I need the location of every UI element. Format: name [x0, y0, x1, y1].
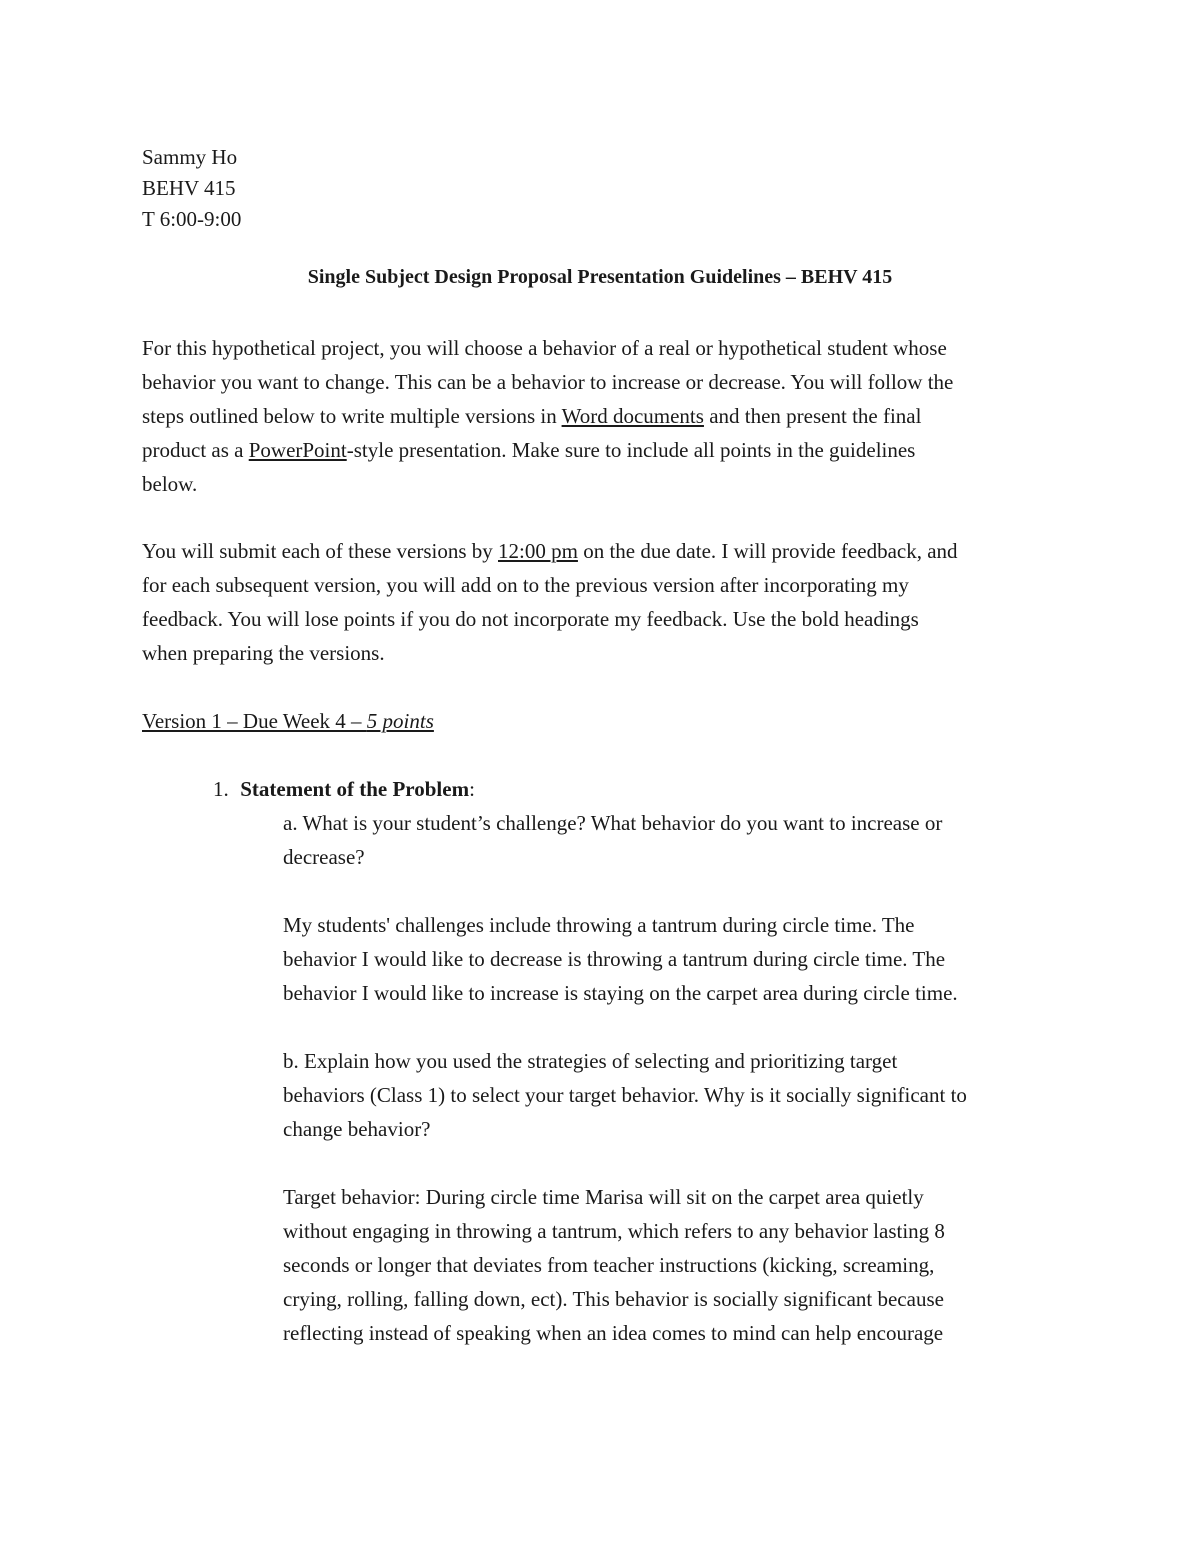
submission-paragraph	[142, 534, 1062, 670]
answer-line: crying, rolling, falling down, ect). This behavior is socially significant because	[283, 1287, 944, 1311]
submission-line: feedback. You will lose points if you do not incorporate my feedback. Use the bold headings	[142, 607, 919, 631]
intro-line	[142, 433, 1062, 467]
answer-line: My students' challenges include throwing a tantrum during circle time. The	[283, 913, 915, 937]
question-b	[283, 1044, 1063, 1146]
submission-text: on the due date. I will provide feedback, and	[577, 539, 958, 563]
intro-line: below.	[142, 472, 198, 496]
question-a	[283, 806, 1063, 874]
student-name: Sammy Ho	[142, 145, 238, 169]
word-documents-link[interactable]: Word documents	[561, 404, 704, 428]
question-line: b. Explain how you used the strategies of selecting and prioritizing target	[283, 1049, 898, 1073]
heading-colon: :	[469, 777, 475, 801]
answer-line: behavior I would like to decrease is throwing a tantrum during circle time. The	[283, 947, 946, 971]
intro-line: behavior you want to change. This can be a behavior to increase or decrease. You will follow the	[142, 370, 954, 394]
question-line: behaviors (Class 1) to select your target behavior. Why is it socially significant to	[283, 1083, 967, 1107]
intro-text: -style presentation. Make sure to include all points in the guidelines	[346, 438, 916, 462]
version-label: Version 1 – Due Week 4 –	[142, 709, 367, 733]
intro-line: For this hypothetical project, you will choose a behavior of a real or hypothetical student whose	[142, 336, 947, 360]
intro-line	[142, 399, 1062, 433]
intro-text: product as a	[142, 438, 249, 462]
submission-text: You will submit each of these versions by	[142, 539, 499, 563]
answer-a	[283, 908, 1063, 1010]
student-header	[142, 142, 241, 235]
powerpoint-link[interactable]: PowerPoint	[248, 438, 347, 462]
submission-line	[142, 534, 1062, 568]
intro-text: and then present the final	[703, 404, 922, 428]
answer-line: reflecting instead of speaking when an idea comes to mind can help encourage	[283, 1321, 944, 1345]
document-title: Single Subject Design Proposal Presentation Guidelines – BEHV 415	[307, 266, 893, 288]
section-heading: Statement of the Problem	[240, 777, 470, 801]
submission-line: when preparing the versions.	[142, 641, 385, 665]
class-time: T 6:00-9:00	[142, 207, 242, 231]
question-line: change behavior?	[283, 1117, 431, 1141]
answer-line: Target behavior: During circle time Marisa will sit on the carpet area quietly	[283, 1185, 924, 1209]
course-code: BEHV 415	[142, 176, 236, 200]
answer-line: behavior I would like to increase is staying on the carpet area during circle time.	[283, 981, 958, 1005]
intro-text: steps outlined below to write multiple versions in	[142, 404, 562, 428]
answer-line: without engaging in throwing a tantrum, which refers to any behavior lasting 8	[283, 1219, 945, 1243]
question-line: decrease?	[283, 845, 365, 869]
version-points: 5 points	[366, 709, 434, 733]
version-1-heading	[142, 706, 434, 736]
answer-b	[283, 1180, 1063, 1350]
answer-line: seconds or longer that deviates from teacher instructions (kicking, screaming,	[283, 1253, 935, 1277]
submission-line: for each subsequent version, you will add on to the previous version after incorporating my	[142, 573, 909, 597]
question-line: a. What is your student’s challenge? What behavior do you want to increase or	[283, 811, 943, 835]
list-item-statement	[213, 774, 475, 804]
list-number: 1.	[213, 777, 229, 801]
intro-paragraph	[142, 331, 1062, 501]
due-time: 12:00 pm	[498, 539, 578, 563]
